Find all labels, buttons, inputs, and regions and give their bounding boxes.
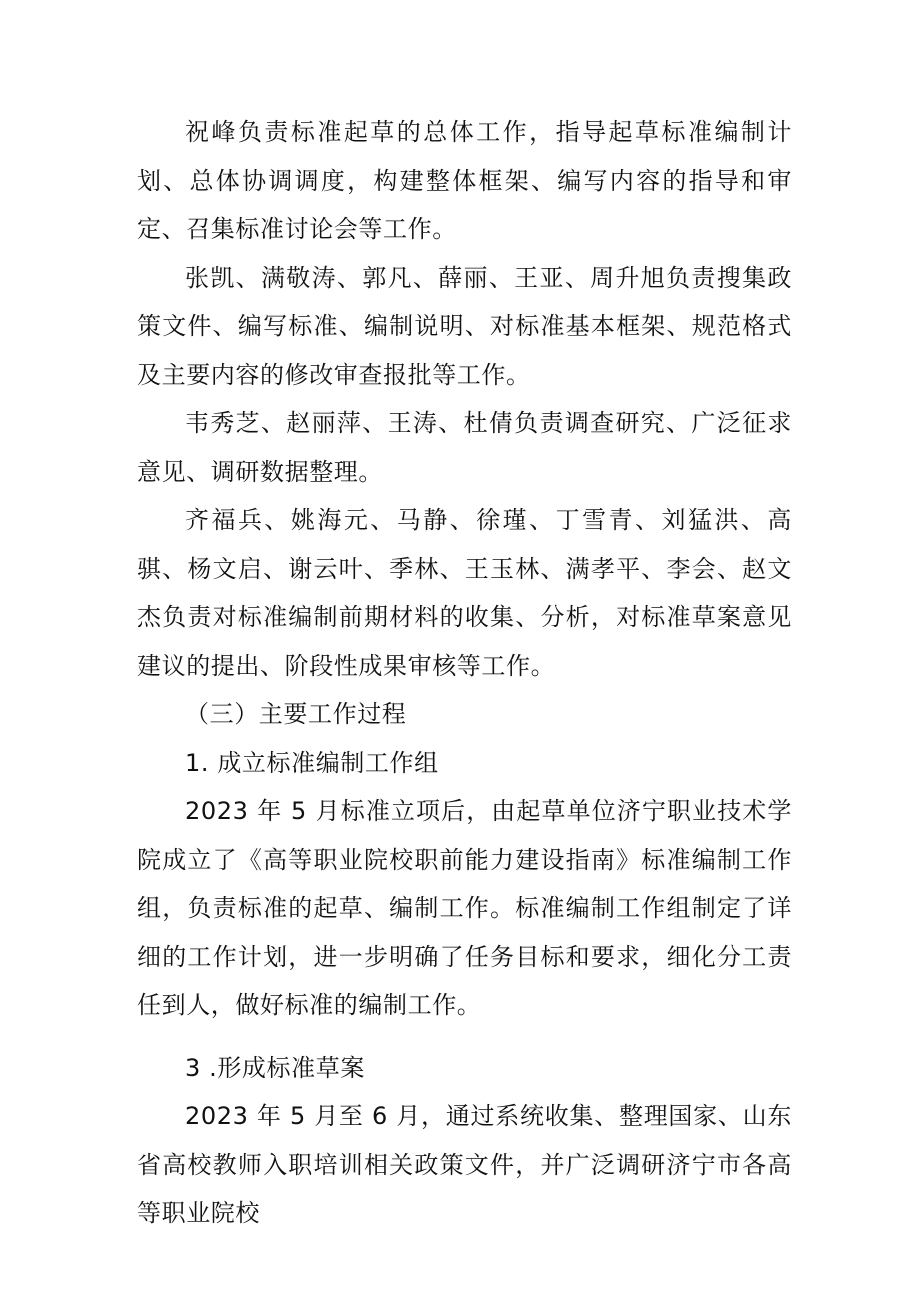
step3-body: 2023 年 5 月至 6 月，通过系统收集、整理国家、山东省高校教师入职培训相关政策文件，并广泛调研济宁市各高等职业院校 <box>137 1102 792 1227</box>
step1-heading: 1. 成立标准编制工作组 <box>185 748 439 777</box>
paragraph-zhang-kai: 张凯、满敬涛、郭凡、薛丽、王亚、周升旭负责搜集政策文件、编写标准、编制说明、对标准基本框架、规范格式及主要内容的修改审查报批等工作。 <box>137 263 792 389</box>
step1-body: 2023 年 5 月标准立项后，由起草单位济宁职业技术学院成立了《高等职业院校职前能力建设指南》标准编制工作组，负责标准的起草、编制工作。标准编制工作组制定了详细的工作计划，进一步明确了任务目标和要求，细化分工责任到人，做好标准的编制工作。 <box>137 797 792 1019</box>
paragraph-wei-xiuzhi: 韦秀芝、赵丽萍、王涛、杜倩负责调查研究、广泛征求意见、调研数据整理。 <box>137 409 792 486</box>
step3-heading: 3 .形成标准草案 <box>185 1053 365 1082</box>
document-body <box>137 108 792 1238</box>
section-heading: （三）主要工作过程 <box>185 700 407 728</box>
paragraph-qi-fubing: 齐福兵、姚海元、马静、徐瑾、丁雪青、刘猛洪、高骐、杨文启、谢云叶、季林、王玉林、满孝平、李会、赵文杰负责对标准编制前期材料的收集、分析，对标准草案意见建议的提出、阶段性成果审核等工作。 <box>137 506 792 680</box>
paragraph-zhu-feng: 祝峰负责标准起草的总体工作，指导起草标准编制计划、总体协调调度，构建整体框架、编写内容的指导和审定、召集标准讨论会等工作。 <box>137 118 792 243</box>
